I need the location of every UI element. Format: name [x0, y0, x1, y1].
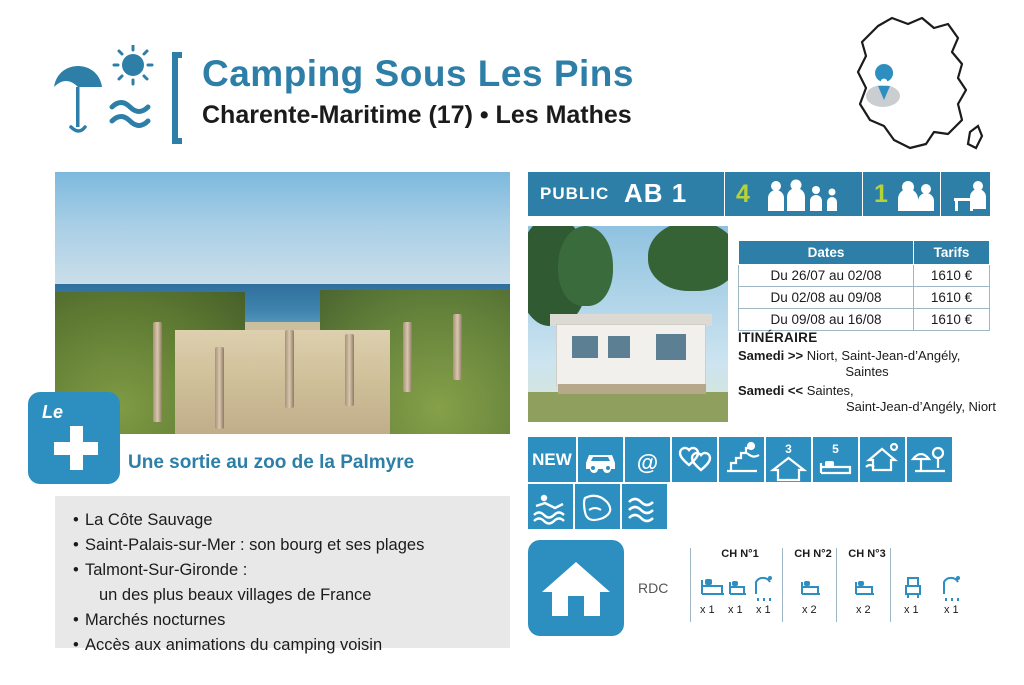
- dune-beach-photo: [55, 172, 510, 434]
- divider: [940, 172, 941, 216]
- bullet: •: [73, 636, 79, 654]
- room-ch2: [790, 548, 836, 618]
- list-item-label: La Côte Sauvage: [85, 511, 213, 529]
- swimmer-icon: [528, 484, 573, 529]
- adults-count: 4: [736, 180, 750, 208]
- cell-price: 1610 €: [914, 309, 990, 331]
- bullet: •: [73, 611, 79, 629]
- itinerary-outbound: [738, 348, 996, 380]
- room-ch3: [844, 548, 890, 618]
- room-title: CH N°3: [848, 548, 886, 560]
- itinerary-title: ITINÉRAIRE: [738, 330, 818, 345]
- public-bar: [528, 172, 990, 216]
- cell-price: 1610 €: [914, 287, 990, 309]
- person-at-desk-icon: [952, 179, 996, 211]
- house-count-label: 3: [785, 442, 792, 456]
- header: [0, 0, 1024, 165]
- itinerary-return-day: Samedi: [738, 383, 785, 398]
- france-map-icon: [830, 8, 990, 168]
- plus-text: Une sortie au zoo de la Palmyre: [128, 452, 415, 473]
- list-item-label: Talmont-Sur-Gironde :: [85, 561, 248, 579]
- family-group-icon: [764, 179, 854, 211]
- qty-label: x 2: [856, 604, 871, 616]
- bed-5-icon: [813, 437, 858, 482]
- qty-label: x 1: [944, 604, 959, 616]
- column-header-tarifs: Tarifs: [914, 241, 990, 265]
- cell-dates: Du 02/08 au 09/08: [739, 287, 914, 309]
- itinerary-outbound-stops-2: Saintes: [845, 364, 889, 379]
- cell-dates: Du 09/08 au 16/08: [739, 309, 914, 331]
- qty-label: x 1: [756, 604, 771, 616]
- cell-price: 1610 €: [914, 265, 990, 287]
- list-item: [73, 558, 492, 608]
- floor-label: RDC: [638, 580, 669, 596]
- list-item: [73, 633, 492, 658]
- itinerary-return-stops: Saintes,: [806, 383, 854, 398]
- list-item-sublabel: un des plus beaux villages de France: [99, 586, 372, 604]
- list-item-label: Accès aux animations du camping voisin: [85, 636, 383, 654]
- room-title: CH N°1: [721, 548, 759, 560]
- list-item: [73, 508, 492, 533]
- staff-count: 1: [874, 180, 888, 208]
- qty-label: x 1: [700, 604, 715, 616]
- qty-label: x 2: [802, 604, 817, 616]
- list-item: [73, 533, 492, 558]
- divider: [724, 172, 725, 216]
- room-title: CH N°2: [794, 548, 832, 560]
- tarif-table: [738, 240, 990, 331]
- new-badge-label: NEW: [532, 450, 572, 469]
- plus-badge: [28, 392, 120, 484]
- car-icon: [578, 437, 623, 482]
- room-title: [898, 548, 978, 560]
- list-item-label: Marchés nocturnes: [85, 611, 226, 629]
- title-block: [202, 52, 634, 132]
- table-row: [739, 287, 990, 309]
- divider: [862, 172, 863, 216]
- room-bathroom: [898, 548, 978, 618]
- qty-label: x 1: [904, 604, 919, 616]
- bullet: •: [73, 536, 79, 554]
- parasol-waves-sun-icon: [50, 45, 160, 140]
- page-title: Camping Sous Les Pins: [202, 53, 634, 94]
- public-code: AB 1: [624, 178, 688, 208]
- itinerary-return-arrow: <<: [787, 383, 804, 398]
- bed-count-label: 5: [832, 442, 839, 456]
- list-item: [73, 608, 492, 633]
- amenities-picto-strip: [528, 437, 990, 531]
- house-icon: [528, 540, 624, 636]
- plus-cross-icon: [54, 426, 98, 470]
- title-bracket: [172, 52, 182, 144]
- public-label: PUBLIC: [540, 184, 610, 203]
- itinerary-block: [738, 330, 996, 415]
- lake-icon: [575, 484, 620, 529]
- page-subtitle: Charente-Maritime (17) • Les Mathes: [202, 101, 632, 129]
- house-weather-icon: [860, 437, 905, 482]
- bullet: •: [73, 511, 79, 529]
- list-item-label: Saint-Palais-sur-Mer : son bourg et ses plages: [85, 536, 425, 554]
- waves-icon: [622, 484, 667, 529]
- itinerary-return: [738, 383, 996, 415]
- staff-person-icon: [896, 179, 936, 211]
- cell-dates: Du 26/07 au 02/08: [739, 265, 914, 287]
- terrace-parasol-icon: [907, 437, 952, 482]
- bullet: •: [73, 561, 79, 579]
- table-row: [739, 265, 990, 287]
- itinerary-outbound-day: Samedi: [738, 348, 785, 363]
- table-row: [739, 309, 990, 331]
- new-badge-icon: [528, 437, 576, 482]
- at-sign-icon: @: [625, 437, 670, 482]
- plus-badge-label: Le: [42, 402, 64, 422]
- room-plan: [690, 548, 990, 628]
- room-ch1: [698, 548, 782, 618]
- excursions-panel: [55, 496, 510, 654]
- itinerary-outbound-arrow: >>: [787, 348, 804, 363]
- two-hearts-icon: [672, 437, 717, 482]
- itinerary-return-stops-2: Saint-Jean-d’Angély, Niort: [845, 399, 996, 414]
- house-3-icon: [766, 437, 811, 482]
- column-header-dates: Dates: [739, 241, 914, 265]
- qty-label: x 1: [728, 604, 743, 616]
- itinerary-outbound-stops: Niort, Saint-Jean-d’Angély,: [806, 348, 961, 363]
- slide-pool-icon: [719, 437, 764, 482]
- mobile-home-photo: [528, 226, 728, 422]
